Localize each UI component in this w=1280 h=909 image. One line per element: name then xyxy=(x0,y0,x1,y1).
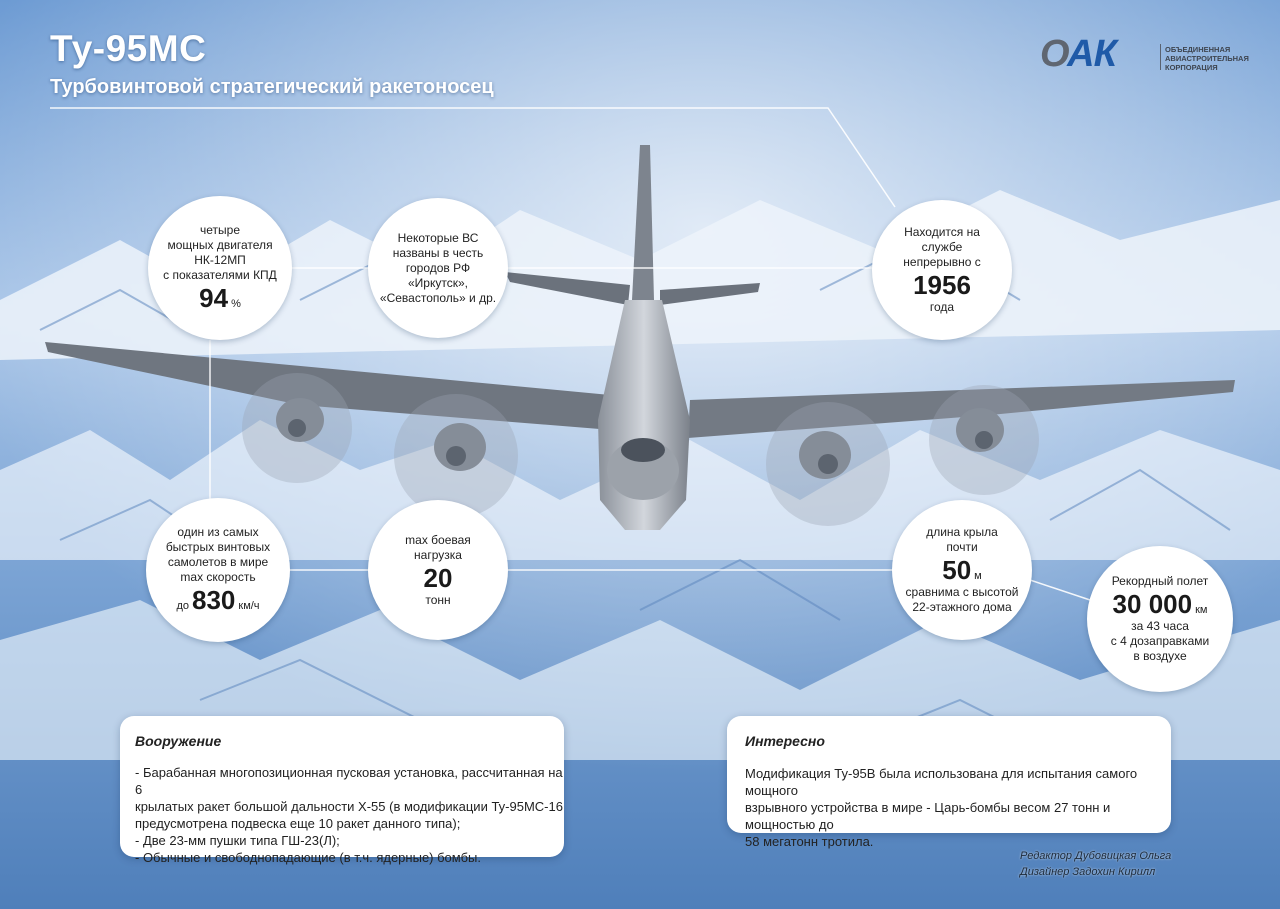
fact-text: городов РФ xyxy=(405,260,471,275)
armament-line: крылатых ракет большой дальности Х-55 (в модификации Ту-95МС-16 xyxy=(135,799,563,814)
interesting-heading: Интересно xyxy=(745,733,825,749)
page-subtitle: Турбовинтовой стратегический ракетоносец xyxy=(50,76,494,98)
armament-heading: Вооружение xyxy=(135,733,222,749)
fact-service xyxy=(872,200,1012,340)
fact-text: тонн xyxy=(425,592,451,607)
interesting-line: Модификация Ту-95В была использована для испытания самого мощного xyxy=(745,766,1138,798)
fact-engines xyxy=(148,196,292,340)
fact-text: службе xyxy=(921,240,963,254)
fact-speed xyxy=(146,498,290,642)
fact-value: 1956 xyxy=(913,270,971,300)
fact-record xyxy=(1087,546,1233,692)
fact-text: Некоторые ВС xyxy=(397,230,479,245)
fact-text: почти xyxy=(946,540,978,554)
armament-panel xyxy=(120,716,564,865)
logo-line: КОРПОРАЦИЯ xyxy=(1165,63,1218,72)
fact-text: Рекордный полет xyxy=(1111,574,1209,588)
fact-text: в воздухе xyxy=(1133,649,1187,663)
fact-text: самолетов в мире xyxy=(167,555,269,569)
fact-text: один из самых xyxy=(177,525,259,539)
armament-line: - Барабанная многопозиционная пусковая установка, рассчитанная на 6 xyxy=(135,765,563,797)
interesting-line: взрывного устройства в мире - Царь-бомбы весом 27 тонн и мощностью до xyxy=(745,800,1111,832)
logo-word: ОАК xyxy=(1040,33,1116,75)
logo-separator xyxy=(1160,44,1161,70)
fact-text: за 43 часа xyxy=(1131,619,1189,633)
fact-unit: км xyxy=(1195,604,1208,616)
fact-text: мощных двигателя xyxy=(167,238,273,252)
fact-value: 50 xyxy=(942,555,972,585)
fact-text: max скорость xyxy=(180,570,256,584)
fact-text: быстрых винтовых xyxy=(165,540,271,554)
armament-line: предусмотрена подвеска еще 10 ракет данного типа); xyxy=(135,816,461,831)
credits xyxy=(1020,848,1171,880)
fact-text: «Севастополь» и др. xyxy=(379,290,497,305)
fact-text: года xyxy=(929,300,955,314)
fact-text: длина крыла xyxy=(926,525,998,539)
armament-line: - Обычные и свободнопадающие (в т.ч. ядерные) бомбы. xyxy=(135,850,481,865)
fact-text: max боевая xyxy=(405,532,471,547)
fact-value: 30 000 xyxy=(1112,589,1193,619)
fact-payload xyxy=(368,500,508,640)
fact-value: 830 xyxy=(191,585,236,615)
interesting-panel xyxy=(727,716,1171,849)
credit-designer: Дизайнер Задохин Кирилл xyxy=(1020,866,1156,878)
page-title: Ту-95МС xyxy=(50,28,207,69)
fact-names xyxy=(368,198,508,338)
fact-text: Находится на xyxy=(904,225,980,239)
armament-line: - Две 23-мм пушки типа ГШ-23(Л); xyxy=(135,833,340,848)
fact-text: с 4 дозаправками xyxy=(1110,634,1210,648)
fact-text: 22-этажного дома xyxy=(912,600,1012,614)
fact-wing xyxy=(892,500,1032,640)
fact-text: нагрузка xyxy=(414,547,462,562)
fact-value: 94 xyxy=(199,283,229,313)
fact-text: с показателями КПД xyxy=(163,268,277,282)
logo-line: ОБЪЕДИНЕННАЯ xyxy=(1165,45,1231,54)
logo-caption xyxy=(1165,45,1249,72)
fact-text: названы в честь xyxy=(392,245,484,260)
credit-editor: Редактор Дубовицкая Ольга xyxy=(1020,850,1172,862)
logo-line: АВИАСТРОИТЕЛЬНАЯ xyxy=(1165,54,1249,63)
fact-prefix: до xyxy=(176,600,189,612)
fact-unit: % xyxy=(231,298,241,310)
fact-text: «Иркутск», xyxy=(408,275,468,290)
fact-text: НК-12МП xyxy=(194,253,246,267)
fact-text: сравнима с высотой xyxy=(905,585,1019,599)
fact-text: четыре xyxy=(200,223,240,237)
fact-unit: м xyxy=(974,570,982,582)
fact-text: непрерывно с xyxy=(903,255,981,269)
fact-value: 20 xyxy=(423,562,453,593)
fact-unit: км/ч xyxy=(238,600,260,612)
interesting-line: 58 мегатонн тротила. xyxy=(745,834,874,849)
oak-logo xyxy=(1040,33,1250,76)
